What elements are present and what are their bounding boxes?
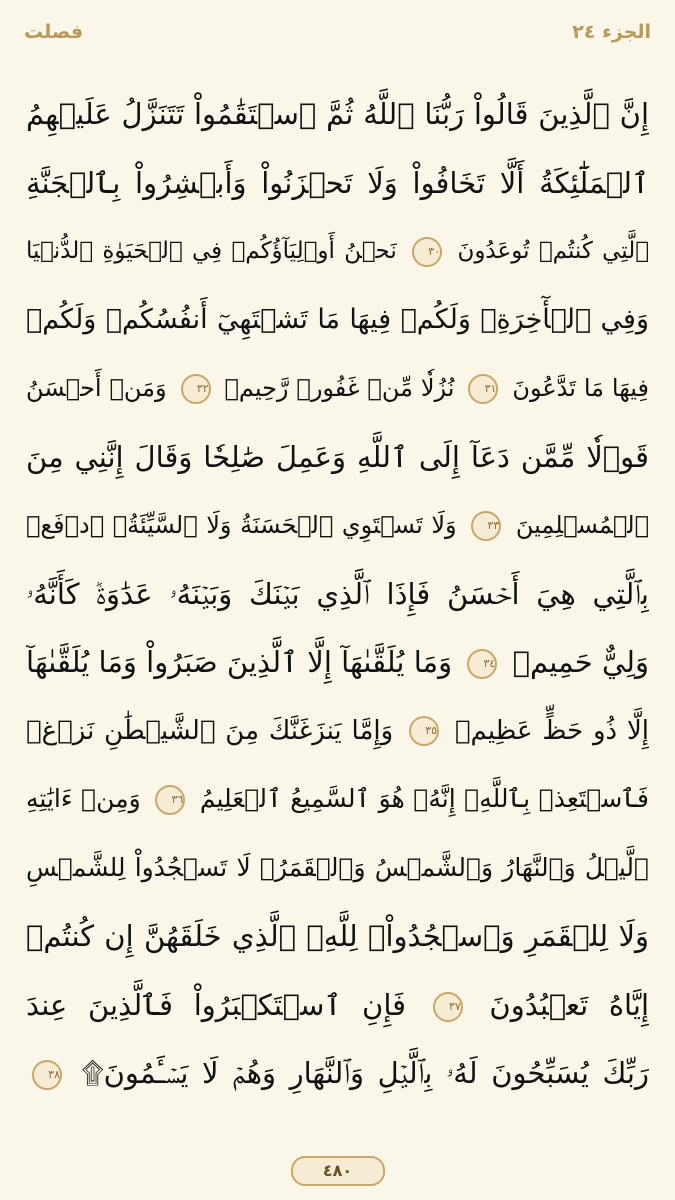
- text-line: [26, 834, 649, 903]
- juz-label: الجزء ٢٤: [572, 21, 651, 43]
- line-text: وَإِمَّا يَنزَغَنَّكَ مِنَ ٱلشَّيۡطَٰنِ نَزۡغٞ: [26, 715, 394, 746]
- ayah-number-marker: ٣٥: [409, 716, 439, 746]
- text-line: [26, 217, 649, 286]
- line-text: فَإِنِ ٱسۡتَكۡبَرُواْ فَٱلَّذِينَ عِندَ: [26, 987, 407, 1022]
- ayah-number-marker: ٣١: [468, 374, 498, 404]
- text-line: [26, 560, 649, 629]
- text-line: [26, 697, 649, 766]
- text-line: [26, 902, 649, 971]
- ayah-number-marker: ٣٣: [471, 511, 501, 541]
- text-line: [26, 149, 649, 218]
- text-line: [26, 423, 649, 492]
- line-text: إِيَّاهُ تَعۡبُدُونَ: [489, 987, 649, 1022]
- line-text: وَمِنۡ ءَايَٰتِهِ: [26, 784, 141, 813]
- text-line: [26, 354, 649, 423]
- text-line: [26, 80, 649, 149]
- line-text: وَمَنۡ أَحۡسَنُ: [26, 374, 167, 402]
- text-line: [26, 286, 649, 355]
- page-number: ٤٨٠: [291, 1156, 385, 1186]
- ayah-number-marker: ٣٧: [433, 992, 463, 1022]
- text-line: [26, 971, 649, 1040]
- line-text: نُزُلٗا مِّنۡ غَفُورٖ رَّحِيمٖ: [224, 374, 455, 402]
- line-text: وَفِي ٱلۡأٓخِرَةِۖ وَلَكُمۡ فِيهَا مَا تَشۡتَهِيٓ أَنفُسُكُمۡ وَلَكُمۡ: [26, 303, 649, 335]
- line-text: ٱلَّتِي كُنتُمۡ تُوعَدُونَ: [457, 238, 649, 264]
- line-text: إِلَّا ذُو حَظٍّ عَظِيمٖ: [454, 715, 649, 746]
- page-header: [24, 14, 651, 50]
- ayah-number-marker: ٣٦: [155, 785, 185, 815]
- text-line: [26, 491, 649, 560]
- line-text: إِنَّ ٱلَّذِينَ قَالُواْ رَبُّنَا ٱللَّهُ ثُمَّ ٱسۡتَقَٰمُواْ تَتَنَزَّلُ عَلَيۡهِمُ: [26, 97, 649, 131]
- line-text: قَوۡلٗا مِّمَّن دَعَآ إِلَى ٱللَّهِ وَعَمِلَ صَٰلِحٗا وَقَالَ إِنَّنِي مِنَ: [26, 439, 649, 474]
- line-text: ٱلۡمَلَٰٓئِكَةُ أَلَّا تَخَافُواْ وَلَا تَحۡزَنُواْ وَأَبۡشِرُواْ بِٱلۡجَنَّةِ: [26, 165, 649, 200]
- line-text: ٱلَّيۡلُ وَٱلنَّهَارُ وَٱلشَّمۡسُ وَٱلۡقَمَرُۚ لَا تَسۡجُدُواْ لِلشَّمۡسِ: [26, 852, 649, 882]
- page-footer: [0, 1156, 675, 1186]
- text-line: [26, 765, 649, 834]
- line-text: فِيهَا مَا تَدَّعُونَ: [512, 374, 649, 402]
- line-text: فَٱسۡتَعِذۡ بِٱللَّهِۖ إِنَّهُۥ هُوَ ٱلسَّمِيعُ ٱلۡعَلِيمُ: [199, 784, 649, 813]
- quran-text: [26, 80, 649, 1108]
- text-line: [26, 628, 649, 697]
- line-text: نَحۡنُ أَوۡلِيَآؤُكُمۡ فِي ٱلۡحَيَوٰةِ ٱلدُّنۡيَا: [26, 238, 397, 264]
- line-text: وَمَا يُلَقَّىٰهَآ إِلَّا ٱلَّذِينَ صَبَرُواْ وَمَا يُلَقَّىٰهَآ: [26, 645, 453, 679]
- line-text: وَلَا تَسۡتَوِي ٱلۡحَسَنَةُ وَلَا ٱلسَّيِّئَةُۚ ٱدۡفَعۡ: [26, 511, 457, 539]
- line-text: وَلَا لِلۡقَمَرِ وَٱسۡجُدُواْۤ لِلَّهِۤ ٱلَّذِي خَلَقَهُنَّ إِن كُنتُمۡ: [26, 919, 649, 953]
- ayah-number-marker: ٣٢: [181, 374, 211, 404]
- line-text: ٱلۡمُسۡلِمِينَ: [515, 511, 649, 539]
- line-text: رَبِّكَ يُسَبِّحُونَ لَهُۥ بِٱلَّيۡلِ وَٱلنَّهَارِ وَهُمۡ لَا يَسۡـَٔمُونَ۩: [81, 1056, 649, 1090]
- ayah-number-marker: ٣٠: [412, 237, 442, 267]
- line-text: وَلِيٌّ حَمِيمٞ: [512, 645, 649, 679]
- surah-name: فصلت: [24, 21, 84, 43]
- line-text: بِٱلَّتِي هِيَ أَحۡسَنُ فَإِذَا ٱلَّذِي بَيۡنَكَ وَبَيۡنَهُۥ عَدَٰوَةٞ كَأَنَّهُۥ: [26, 576, 649, 611]
- ayah-number-marker: ٣٤: [467, 649, 497, 679]
- ayah-number-marker: ٣٨: [32, 1060, 62, 1090]
- text-line: [26, 1039, 649, 1108]
